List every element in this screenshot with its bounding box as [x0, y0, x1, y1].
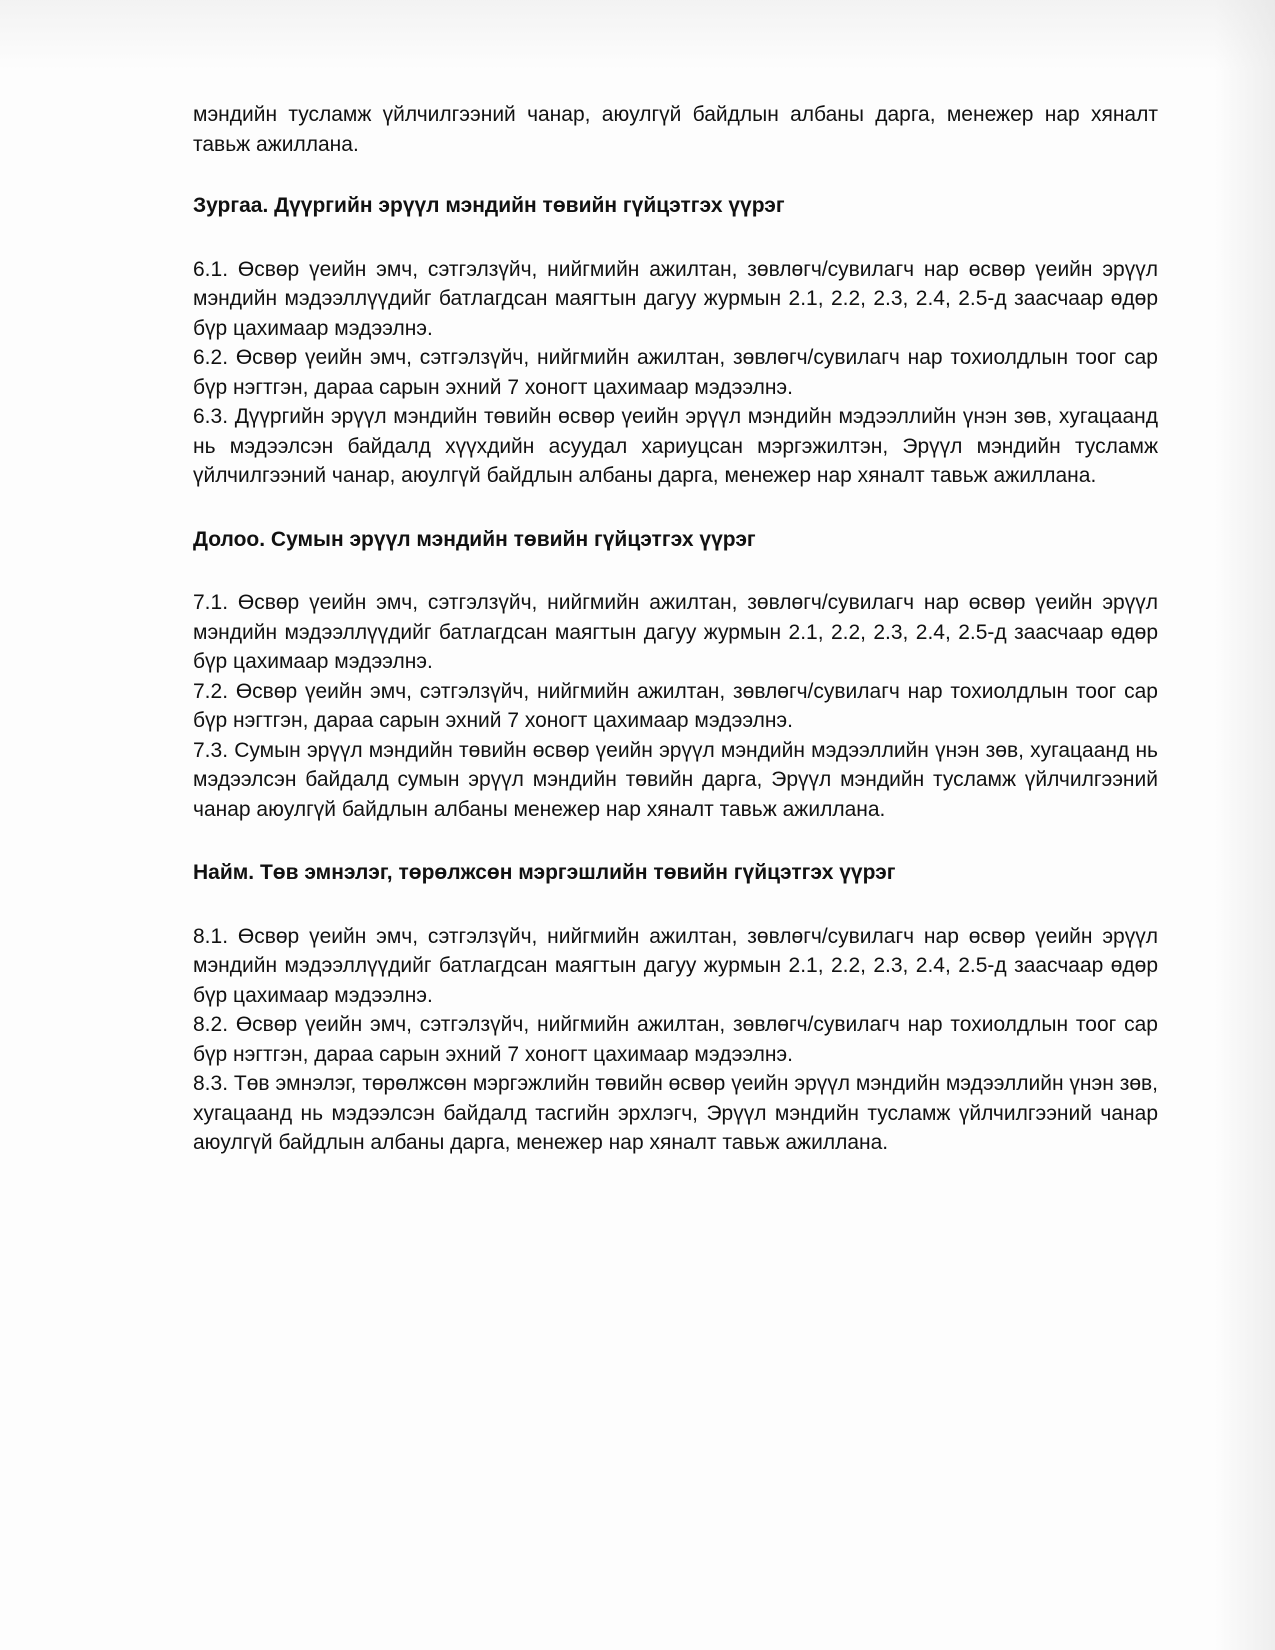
scan-shadow-right: [1215, 0, 1275, 1650]
section-6: [193, 191, 1158, 491]
clause-7-1: 7.1. Өсвөр үеийн эмч, сэтгэлзүйч, нийгмийн ажилтан, зөвлөгч/сувилагч нар өсвөр үеийн эрүүл мэндийн мэдээллүүдийг батлагдсан маягтын дагуу журмын 2.1, 2.2, 2.3, 2.4, 2.5-д заасчаар өдөр бүр цахимаар мэдээлнэ.: [193, 591, 1158, 673]
clause-8-3: 8.3. Төв эмнэлэг, төрөлжсөн мэргэжлийн төвийн өсвөр үеийн эрүүл мэндийн мэдээллийн үнэн зөв, хугацаанд нь мэдээлсэн байдалд тасгийн эрхлэгч, Эрүүл мэндийн тусламж үйлчилгээний чанар аюулгүй байдлын албаны дарга, менежер нар хяналт тавьж ажиллана.: [193, 1072, 1158, 1154]
clause-8-1: 8.1. Өсвөр үеийн эмч, сэтгэлзүйч, нийгмийн ажилтан, зөвлөгч/сувилагч нар өсвөр үеийн эрүүл мэндийн мэдээллүүдийг батлагдсан маягтын дагуу журмын 2.1, 2.2, 2.3, 2.4, 2.5-д заасчаар өдөр бүр цахимаар мэдээлнэ.: [193, 924, 1158, 1007]
section-heading: Найм. Төв эмнэлэг, төрөлжсөн мэргэшлийн төвийн гүйцэтгэх үүрэг: [193, 861, 896, 884]
intro-paragraph: мэндийн тусламж үйлчилгээний чанар, аюулгүй байдлын албаны дарга, менежер нар хяналт тавьж ажиллана.: [193, 103, 1158, 156]
section-7: [193, 525, 1158, 825]
clause-8-2: 8.2. Өсвөр үеийн эмч, сэтгэлзүйч, нийгмийн ажилтан, зөвлөгч/сувилагч нар тохиолдлын тоог сар бүр нэгтгэн, дараа сарын эхний 7 хоногт цахимаар мэдээлнэ.: [193, 1013, 1158, 1066]
scan-shadow-top: [0, 0, 1275, 70]
clause-7-2: 7.2. Өсвөр үеийн эмч, сэтгэлзүйч, нийгмийн ажилтан, зөвлөгч/сувилагч нар тохиолдлын тоог сар бүр нэгтгэн, дараа сарын эхний 7 хоногт цахимаар мэдээлнэ.: [193, 679, 1158, 732]
document-body: [193, 100, 1158, 1158]
clause-6-1: 6.1. Өсвөр үеийн эмч, сэтгэлзүйч, нийгмийн ажилтан, зөвлөгч/сувилагч нар өсвөр үеийн эрүүл мэндийн мэдээллүүдийг батлагдсан маягтын дагуу журмын 2.1, 2.2, 2.3, 2.4, 2.5-д заасчаар өдөр бүр цахимаар мэдээлнэ.: [193, 257, 1158, 340]
clause-6-2: 6.2. Өсвөр үеийн эмч, сэтгэлзүйч, нийгмийн ажилтан, зөвлөгч/сувилагч нар тохиолдлын тоог сар бүр нэгтгэн, дараа сарын эхний 7 хоногт цахимаар мэдээлнэ.: [193, 346, 1158, 399]
clause-6-3: 6.3. Дүүргийн эрүүл мэндийн төвийн өсвөр үеийн эрүүл мэндийн мэдээллийн үнэн зөв, хугацаанд нь мэдээлсэн байдалд хүүхдийн асуудал хариуцсан мэргэжилтэн, Эрүүл мэндийн тусламж үйлчилгээний чанар, аюулгүй байдлын албаны дарга, менежер нар хяналт тавьж ажиллана.: [193, 405, 1158, 487]
section-8: [193, 858, 1158, 1158]
section-heading: Долоо. Сумын эрүүл мэндийн төвийн гүйцэтгэх үүрэг: [193, 527, 756, 551]
clause-7-3: 7.3. Сумын эрүүл мэндийн төвийн өсвөр үеийн эрүүл мэндийн мэдээллийн үнэн зөв, хугацаанд нь мэдээлсэн байдалд сумын эрүүл мэндийн төвийн дарга, Эрүүл мэндийн тусламж үйлчилгээний чанар аюулгүй байдлын албаны менежер нар хяналт тавьж ажиллана.: [193, 738, 1158, 821]
section-heading: Зургаа. Дүүргийн эрүүл мэндийн төвийн гүйцэтгэх үүрэг: [193, 194, 785, 217]
